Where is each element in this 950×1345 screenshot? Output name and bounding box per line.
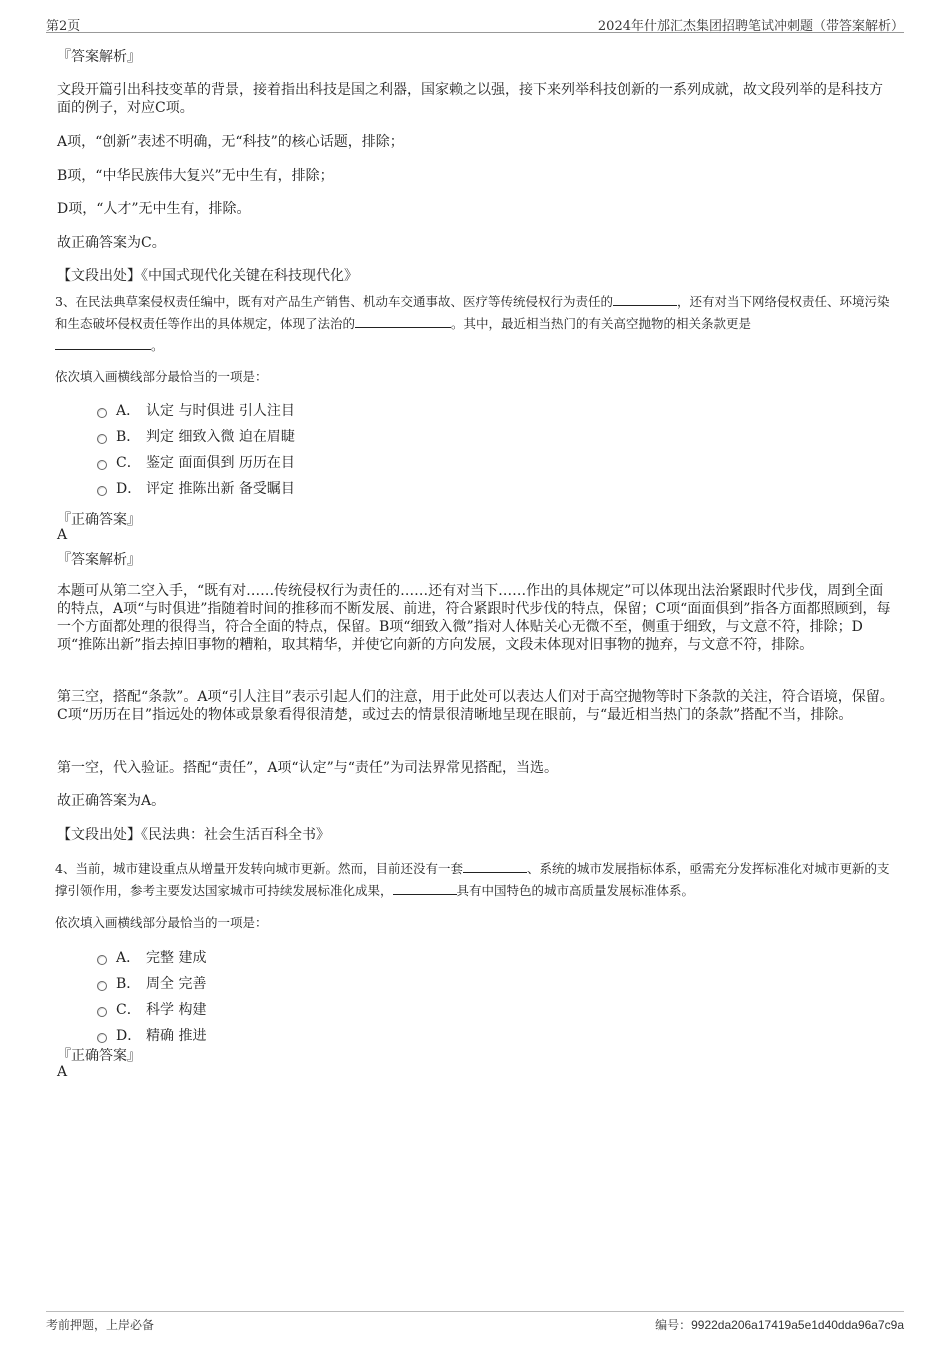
document-title: 2024年什邡汇杰集团招聘笔试冲刺题（带答案解析） [597,19,904,34]
page-number: 第2页 [46,19,81,34]
q3-option-c[interactable]: C． 鉴定 面面俱到 历历在目 [97,453,295,473]
q2-conclusion: 故正确答案为C。 [57,235,166,251]
q4-option-a[interactable]: A． 完整 建成 [97,948,206,968]
q3-answer: A [57,527,68,543]
q4-stem: 4、当前，城市建设重点从增量开发转向城市更新。然而，目前还没有一套 、系统的城市发展指标体系，亟需充分发挥标准化对城市更新的支撑引领作用，参考主要发达国家城市可持续发展标准化成果， 具有中国特色的城市高质量发展标准体系。 [55,861,890,898]
radio-button[interactable] [97,981,107,991]
q3-option-d[interactable]: D． 评定 推陈出新 备受瞩目 [97,479,295,499]
q3-answer-label: 『正确答案』 [57,512,141,528]
radio-button[interactable] [97,460,107,470]
blank-line [613,292,677,306]
q4-option-d[interactable]: D． 精确 推进 [97,1026,206,1046]
q3-conclusion: 故正确答案为A。 [57,793,166,809]
q3-analysis-label: 『答案解析』 [57,552,141,568]
blank-line [463,859,527,873]
q2-analysis-label: 『答案解析』 [57,49,141,65]
radio-button[interactable] [97,408,107,418]
q4-answer: A [57,1064,68,1080]
q3-prompt: 依次填入画横线部分最恰当的一项是： [55,369,268,384]
q3-analysis-paragraph-3: 第一空，代入验证。搭配“责任”，A项“认定”与“责任”为司法界常见搭配，当选。 [57,760,559,776]
q3-analysis-paragraph-1: 本题可从第二空入手，“既有对……传统侵权行为责任的……还有对当下……作出的具体规定”可以体现出法治紧跟时代步伐，周到全面的特点，A项“与时俱进”指随着时间的推移而不断发展、前进，符合紧跟时代步伐的特点，保留；C项“面面俱到”指各方面都照顾到，每一个方面都处理的很得当，符合全面的特点，保留。B项“细致入微”指对人体贴关心无微不至，侧重于细致，与文意不符，排除；D项“推陈出新”指去掉旧事物的糟粕，取其精华，并使它向新的方向发展，文段未体现对旧事物的抛弃，与文意不符，排除。 [57,583,891,653]
q4-option-c[interactable]: C． 科学 构建 [97,1000,206,1020]
q3-option-a[interactable]: A． 认定 与时俱进 引人注目 [97,401,295,421]
radio-button[interactable] [97,1007,107,1017]
q2-analysis-option-a: A项，“创新”表述不明确，无“科技”的核心话题，排除； [57,134,404,150]
q2-analysis-paragraph: 文段开篇引出科技变革的背景，接着指出科技是国之利器，国家赖之以强，接下来列举科技创新的一系列成就，故文段列举的是科技方面的例子，对应C项。 [57,82,883,116]
q2-analysis-option-d: D项，“人才”无中生有，排除。 [57,201,251,217]
q3-source: 【文段出处】《民法典：社会生活百科全书》 [57,827,330,843]
q3-analysis-paragraph-2: 第三空，搭配“条款”。A项“引人注目”表示引起人们的注意，用于此处可以表达人们对于高空抛物等时下条款的关注，符合语境，保留。C项“历历在目”指远处的物体或景象看得很清楚，或过去的情景很清晰地呈现在眼前，与“最近相当热门的条款”搭配不当，排除。 [57,689,894,723]
radio-button[interactable] [97,1033,107,1043]
q2-source: 【文段出处】《中国式现代化关键在科技现代化》 [57,268,358,284]
radio-button[interactable] [97,955,107,965]
q4-option-b[interactable]: B． 周全 完善 [97,974,206,994]
q2-analysis-option-b: B项，“中华民族伟大复兴”无中生有，排除； [57,168,334,184]
blank-line [393,881,457,895]
document-code: 编号：9922da206a17419a5e1d40dda96a7c9a [655,1318,904,1332]
q3-stem: 3、在民法典草案侵权责任编中，既有对产品生产销售、机动车交通事故、医疗等传统侵权行为责任的 ，还有对当下网络侵权责任、环境污染和生态破坏侵权责任等作出的具体规定，体现了法治的 。其中，最近相当热门的有关高空抛物的相关条款更是 。 [55,294,890,353]
radio-button[interactable] [97,486,107,496]
radio-button[interactable] [97,434,107,444]
page-header [46,13,904,33]
blank-line [355,314,451,328]
page-footer [46,1311,904,1336]
q3-option-b[interactable]: B． 判定 细致入微 迫在眉睫 [97,427,295,447]
q4-prompt: 依次填入画横线部分最恰当的一项是： [55,915,268,930]
footer-slogan: 考前押题，上岸必备 [46,1318,155,1332]
q4-answer-label: 『正确答案』 [57,1048,141,1064]
blank-line [55,336,151,350]
